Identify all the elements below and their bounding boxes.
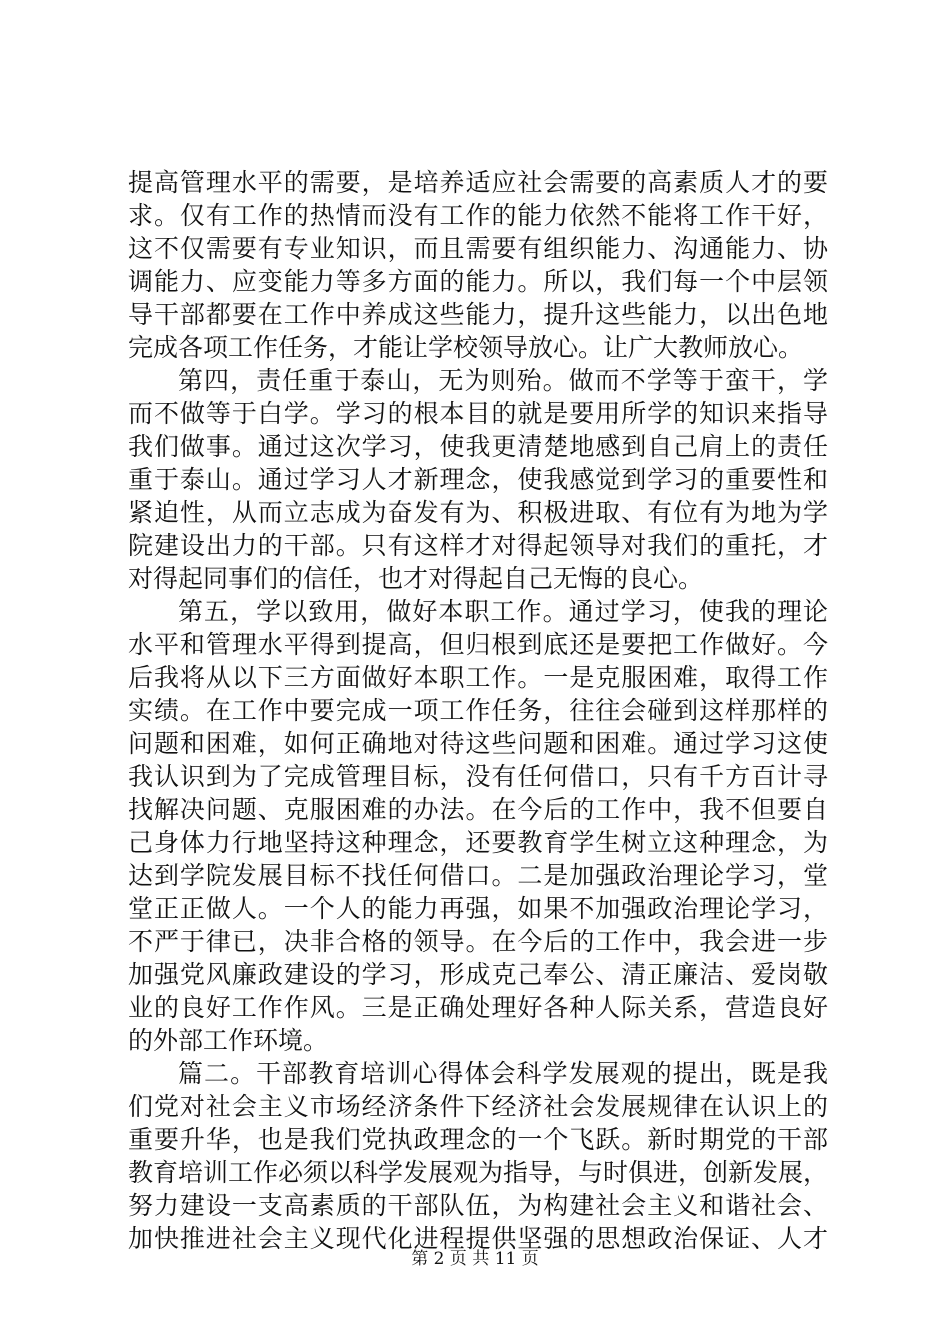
page-number-label: 第 2 页 共 11 页 [411, 1249, 539, 1269]
text-line: 们党对社会主义市场经济条件下经济社会发展规律在认识上的 [128, 1092, 828, 1121]
text-line: 问题和困难，如何正确地对待这些问题和困难。通过学习这使 [128, 729, 828, 758]
text-line: 重要升华，也是我们党执政理念的一个飞跃。新时期党的干部 [128, 1125, 828, 1154]
text-line: 紧迫性，从而立志成为奋发有为、积极进取、有位有为地为学 [128, 498, 828, 527]
text-line: 后我将从以下三方面做好本职工作。一是克服困难，取得工作 [128, 663, 828, 692]
text-line: 导干部都要在工作中养成这些能力，提升这些能力，以出色地 [128, 300, 828, 329]
text-line: 这不仅需要有专业知识，而且需要有组织能力、沟通能力、协 [128, 234, 828, 263]
text-line: 我们做事。通过这次学习，使我更清楚地感到自己肩上的责任 [128, 432, 828, 461]
text-line: 加强党风廉政建设的学习，形成克己奉公、清正廉洁、爱岗敬 [128, 960, 828, 989]
text-line: 完成各项工作任务，才能让学校领导放心。让广大教师放心。 [128, 333, 804, 362]
text-line: 堂正正做人。一个人的能力再强，如果不加强政治理论学习， [128, 894, 828, 923]
text-line: 加快推进社会主义现代化进程提供坚强的思想政治保证、人才 [128, 1224, 828, 1253]
paragraph-start-line: 篇二。干部教育培训心得体会科学发展观的提出，既是我 [178, 1059, 828, 1088]
text-line: 找解决问题、克服困难的办法。在今后的工作中，我不但要自 [128, 795, 828, 824]
text-line: 求。仅有工作的热情而没有工作的能力依然不能将工作干好， [128, 201, 828, 230]
text-line: 提高管理水平的需要，是培养适应社会需要的高素质人才的要 [128, 168, 828, 197]
text-line: 不严于律已，决非合格的领导。在今后的工作中，我会进一步 [128, 927, 828, 956]
text-line: 对得起同事们的信任，也才对得起自己无悔的良心。 [128, 564, 704, 593]
text-line: 院建设出力的干部。只有这样才对得起领导对我们的重托，才 [128, 531, 828, 560]
text-line: 而不做等于白学。学习的根本目的就是要用所学的知识来指导 [128, 399, 828, 428]
text-line: 己身体力行地坚持这种理念，还要教育学生树立这种理念，为 [128, 828, 828, 857]
text-line: 教育培训工作必须以科学发展观为指导，与时俱进，创新发展， [128, 1158, 829, 1187]
page-footer [0, 1244, 950, 1269]
text-line: 重于泰山。通过学习人才新理念，使我感觉到学习的重要性和 [128, 465, 828, 494]
paragraph-start-line: 第四，责任重于泰山，无为则殆。做而不学等于蛮干，学 [178, 366, 828, 395]
text-line: 的外部工作环境。 [128, 1026, 329, 1055]
text-line: 水平和管理水平得到提高，但归根到底还是要把工作做好。今 [128, 630, 828, 659]
text-line: 我认识到为了完成管理目标，没有任何借口，只有千方百计寻 [128, 762, 828, 791]
paragraph-start-line: 第五，学以致用，做好本职工作。通过学习，使我的理论 [178, 597, 828, 626]
document-body [128, 166, 828, 1255]
text-line: 调能力、应变能力等多方面的能力。所以，我们每一个中层领 [128, 267, 828, 296]
text-line: 达到学院发展目标不找任何借口。二是加强政治理论学习，堂 [128, 861, 828, 890]
text-line: 业的良好工作作风。三是正确处理好各种人际关系，营造良好 [128, 993, 828, 1022]
text-line: 实绩。在工作中要完成一项工作任务，往往会碰到这样那样的 [128, 696, 828, 725]
text-line: 努力建设一支高素质的干部队伍，为构建社会主义和谐社会、 [128, 1191, 828, 1220]
